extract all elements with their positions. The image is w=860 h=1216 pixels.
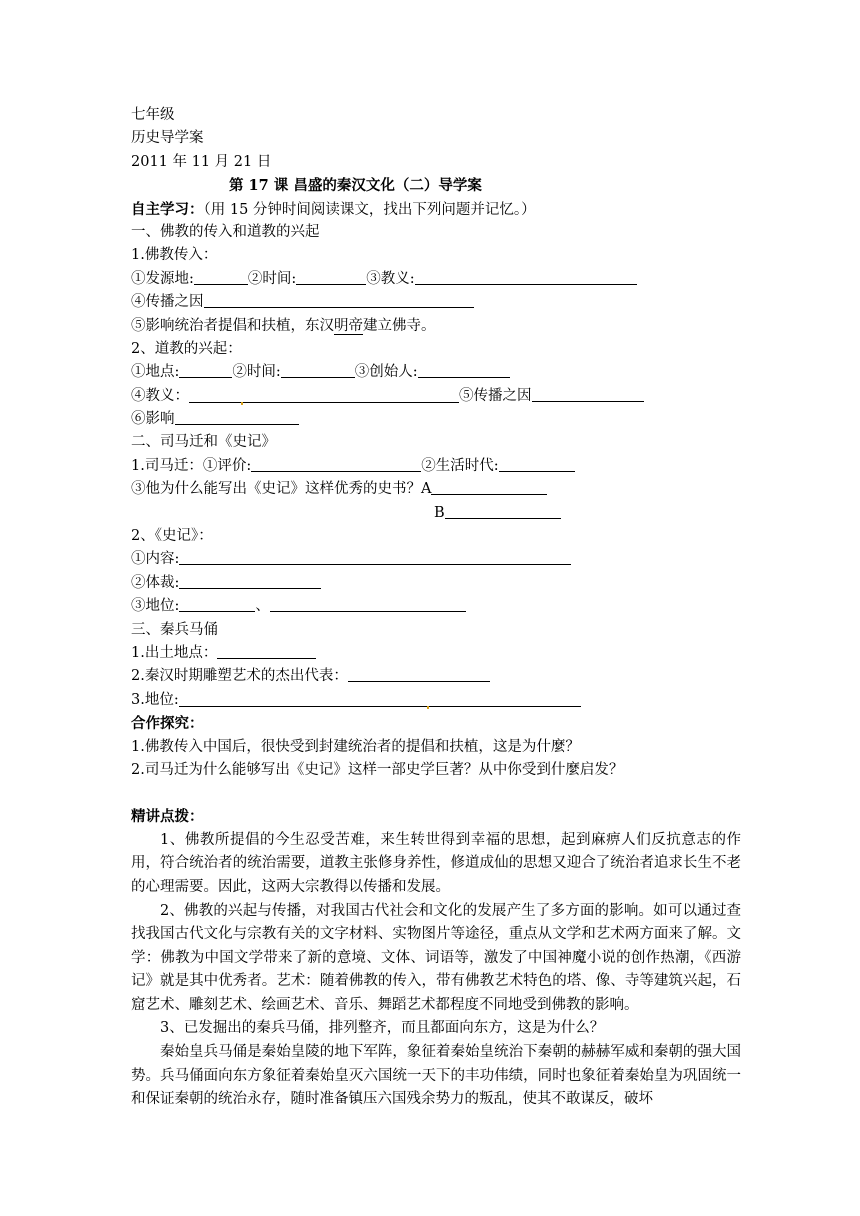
era-label: ②生活时代: xyxy=(421,457,499,474)
era-blank xyxy=(499,456,575,472)
explain-paragraph-4: 秦始皇兵马俑是秦始皇陵的地下军阵，象征着秦始皇统治下秦朝的赫赫军威和秦朝的强大国势。兵马俑面向东方象征着秦始皇灭六国统一天下的丰功伟绩，同时也象征着秦始皇为巩固统一和保证秦朝的统治永存，随时准备镇压六国残余势力的叛乱，使其不敢谋反，破坏 xyxy=(131,1044,741,1108)
explain-label: 精讲点拨： xyxy=(131,808,204,826)
doctrine-label: ③教义: xyxy=(366,270,415,287)
mark-dot xyxy=(241,402,243,405)
worksheet-page xyxy=(131,104,741,1112)
doctrine-blank xyxy=(415,269,637,285)
shiji-genre-line xyxy=(131,572,741,595)
taoism-q4-line xyxy=(131,385,741,408)
section-2-heading: 二、司马迁和《史记》 xyxy=(131,434,276,451)
taoism-influence-blank xyxy=(175,409,299,425)
status-separator: 、 xyxy=(255,598,270,615)
shiji-heading: 2、《史记》： xyxy=(131,528,213,545)
option-a-blank xyxy=(431,479,547,495)
taoism-reason-blank xyxy=(532,386,644,402)
ming-emperor-text: 明帝 xyxy=(334,317,363,334)
terracotta-place-line xyxy=(131,642,741,665)
section-3-heading: 三、秦兵马俑 xyxy=(131,621,218,638)
taoism-doctrine-blank xyxy=(189,387,459,403)
option-b-blank xyxy=(445,503,561,519)
taoism-time-blank xyxy=(281,362,355,378)
origin-label: ①发源地: xyxy=(131,270,194,287)
genre-blank xyxy=(179,573,321,589)
reason-blank xyxy=(204,292,474,308)
self-study-instruction: （用 15 分钟时间阅读课文，找出下列问题并记忆。） xyxy=(203,201,536,218)
terracotta-place-blank xyxy=(217,643,316,659)
terracotta-status-blank xyxy=(179,691,581,707)
coop-question-1: 1.佛教传入中国后，很快受到封建统治者的提倡和扶植，这是为什麼？ xyxy=(131,738,580,755)
founder-blank xyxy=(418,362,510,378)
option-a-label: A xyxy=(421,481,432,498)
simaqian-q3-line xyxy=(131,478,741,501)
why-question: ③他为什么能写出《史记》这样优秀的史书？ xyxy=(131,481,421,498)
buddhism-heading: 1.佛教传入： xyxy=(131,247,218,264)
explain-paragraph-3: 3、已发掘出的秦兵马俑，排列整齐，而且都面向东方，这是为什么？ xyxy=(160,1020,605,1037)
place-label: ①地点: xyxy=(131,364,180,381)
taoism-q1-line xyxy=(131,361,741,384)
taoism-influence-label: ⑥影响 xyxy=(131,411,175,428)
explain-paragraph-2: 2、佛教的兴起与传播，对我国古代社会和文化的发展产生了多方面的影响。如可以通过查找我国古代文化与宗教有关的文字材料、实物图片等途径，重点从文学和艺术两方面来了解。文学：佛教为中国文学带来了新的意境、文体、词语等，激发了中国神魔小说的创作热潮，《西游记》就是其中优秀者。艺术：随着佛教的传入，带有佛教艺术特色的塔、像、寺等建筑兴起，石窟艺术、雕刻艺术、绘画艺术、音乐、舞蹈艺术都程度不同地受到佛教的影响。 xyxy=(131,902,741,1013)
founder-label: ③创始人: xyxy=(354,364,418,381)
time-label: ②时间: xyxy=(247,270,297,287)
terracotta-status-label: 3.地位: xyxy=(131,691,179,708)
explain-paragraph-1: 1、佛教所提倡的今生忍受苦难，来生转世得到幸福的思想，起到麻痹人们反抗意志的作用，符合统治者的统治需要，道教主张修身养性，修道成仙的思想又迎合了统治者追求长生不老的心理需要。因此，这两大宗教得以传播和发展。 xyxy=(131,831,741,895)
taoism-reason-label: ⑤传播之因 xyxy=(459,387,532,404)
terracotta-status-line xyxy=(131,689,741,712)
simaqian-q1-line xyxy=(131,455,741,478)
lesson-title: 第 17 课 昌盛的秦汉文化（二）导学案 xyxy=(229,177,482,195)
buddhism-q1-line xyxy=(131,268,741,291)
self-study-label: 自主学习： xyxy=(131,200,204,218)
subject-text: 历史导学案 xyxy=(131,130,204,147)
taoism-doctrine-label: ④教义： xyxy=(131,387,189,404)
shiji-status-label: ③地位: xyxy=(131,598,180,615)
terracotta-rep-line xyxy=(131,665,741,688)
buddhism-q5-line xyxy=(131,315,741,338)
option-b-label: B xyxy=(434,504,445,521)
coop-label: 合作探究： xyxy=(131,715,204,733)
content-label: ①内容: xyxy=(131,551,180,568)
place-blank xyxy=(179,362,232,378)
origin-blank xyxy=(194,269,248,285)
evaluation-label: 1.司马迁：①评价: xyxy=(131,457,252,474)
spacer xyxy=(131,782,741,805)
date-text: 2011 年 11 月 21 日 xyxy=(131,153,272,170)
content-blank xyxy=(179,549,571,565)
influence-pre: ⑤影响统治者提倡和扶植，东汉 xyxy=(131,317,334,334)
shiji-status-blank-1 xyxy=(179,596,255,612)
buddhism-q4-line xyxy=(131,291,741,314)
influence-post: 建立佛寺。 xyxy=(363,317,436,334)
terracotta-rep-label: 2.秦汉时期雕塑艺术的杰出代表： xyxy=(131,668,348,685)
simaqian-b-line xyxy=(131,502,741,525)
reason-label: ④传播之因 xyxy=(131,294,204,311)
coop-question-2: 2.司马迁为什么能够写出《史记》这样一部史学巨著？从中你受到什麼启发？ xyxy=(131,761,624,778)
grade-text: 七年级 xyxy=(131,107,175,123)
shiji-content-line xyxy=(131,548,741,571)
time-blank xyxy=(296,269,366,285)
taoism-q6-line xyxy=(131,408,741,431)
shiji-status-blank-2 xyxy=(270,596,466,612)
mark-dot xyxy=(427,706,429,709)
shiji-status-line xyxy=(131,595,741,618)
evaluation-blank xyxy=(251,456,421,472)
taoism-time-label: ②时间: xyxy=(232,364,281,381)
terracotta-place-label: 1.出土地点： xyxy=(131,644,218,661)
terracotta-rep-blank xyxy=(348,666,490,682)
self-study-line xyxy=(131,198,741,221)
taoism-heading: 2、道教的兴起： xyxy=(131,340,242,357)
section-1-heading: 一、佛教的传入和道教的兴起 xyxy=(131,223,320,240)
genre-label: ②体裁: xyxy=(131,574,180,591)
